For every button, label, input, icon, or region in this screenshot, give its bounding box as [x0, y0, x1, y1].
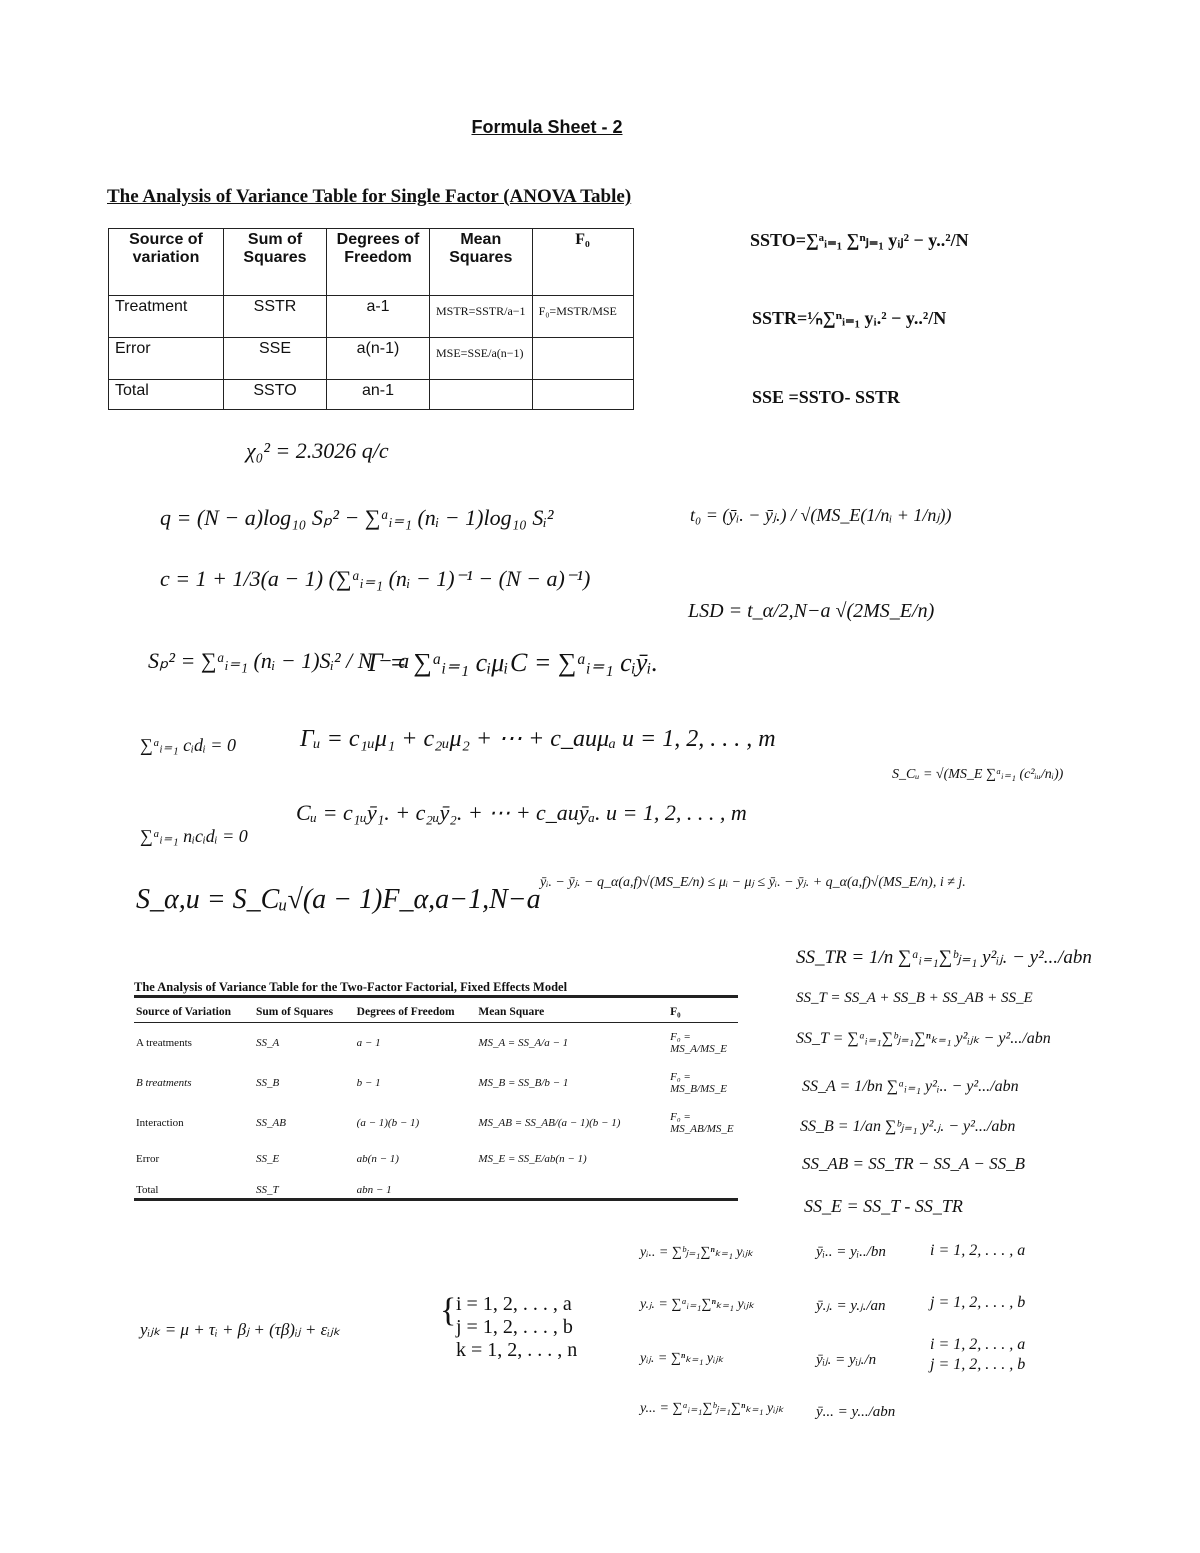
c-contrast-formula: C = ∑ᵃᵢ₌₁ cᵢȳᵢ.: [510, 648, 658, 677]
scheffe-formula: S_α,u = S_Cᵤ√(a − 1)F_α,a−1,N−a: [136, 884, 541, 915]
range-i-means: i = 1, 2, . . . , a: [930, 1242, 1026, 1259]
gamma-formula: Γ = ∑ᵃᵢ₌₁ cᵢμᵢ: [368, 648, 509, 677]
table-cell: SS_E: [256, 1152, 280, 1165]
sst-decomposition: SS_T = SS_A + SS_B + SS_AB + SS_E: [796, 990, 1033, 1006]
anova1-header: Sum of Squares: [224, 229, 327, 296]
ssab-formula: SS_AB = SS_TR − SS_A − SS_B: [802, 1154, 1025, 1173]
table-cell: MSTR=SSTR/a−1: [430, 296, 533, 338]
total-yj: y.ⱼ. = ∑ᵃᵢ₌₁∑ⁿₖ₌₁ yᵢⱼₖ: [640, 1297, 755, 1312]
table-row: [134, 1143, 738, 1174]
tukey-interval: ȳᵢ. − ȳⱼ. − q_α(a,f)√(MS_E/n) ≤ μᵢ − μⱼ ≤ ȳᵢ. − ȳⱼ. + q_α(a,f)√(MS_E/n), i ≠ j.: [540, 875, 966, 890]
mean-yij: ȳᵢⱼ. = yᵢⱼ./n: [816, 1352, 877, 1368]
range-ij-j: j = 1, 2, . . . , b: [930, 1356, 1026, 1373]
table-cell: SS_AB: [256, 1117, 286, 1129]
sst-formula: SS_T = ∑ᵃᵢ₌₁∑ᵇⱼ₌₁∑ⁿₖ₌₁ y²ᵢⱼₖ − y².../abn: [796, 1030, 1051, 1047]
anova2-heading: The Analysis of Variance Table for the Two-Factor Factorial, Fixed Effects Model: [134, 980, 568, 994]
table-cell: SSE: [224, 338, 327, 380]
total-yi: yᵢ.. = ∑ᵇⱼ₌₁∑ⁿₖ₌₁ yᵢⱼₖ: [640, 1245, 754, 1260]
table-cell: SS_B: [256, 1077, 280, 1089]
sp-formula: Sₚ² = ∑ᵃᵢ₌₁ (nᵢ − 1)Sᵢ² / N − a: [148, 648, 410, 673]
table-cell: MS_AB = SS_AB/(a − 1)(b − 1): [478, 1117, 621, 1129]
page-title: Formula Sheet - 2: [471, 117, 623, 137]
table-cell: SS_T: [256, 1183, 279, 1196]
table-cell: MS_A = SS_A/a − 1: [478, 1037, 569, 1049]
anova2-table: [134, 1002, 738, 1205]
table-cell: SSTO: [224, 380, 327, 410]
ssa-formula: SS_A = 1/bn ∑ᵃᵢ₌₁ y²ᵢ.. − y².../abn: [802, 1078, 1019, 1095]
sstr-two-factor: SS_TR = 1/n ∑ᵃᵢ₌₁∑ᵇⱼ₌₁ y²ᵢⱼ. − y².../abn: [796, 947, 1092, 968]
anova1-header: Mean Squares: [430, 229, 533, 296]
table-cell: F₀ = MS_AB/MS_E: [670, 1111, 734, 1135]
ssto-formula: SSTO=∑ᵃᵢ₌₁ ∑ⁿⱼ₌₁ yᵢⱼ² − y..²/N: [750, 230, 969, 250]
table-cell: [430, 380, 533, 410]
table-cell: a-1: [327, 296, 430, 338]
table-cell: MSE=SSE/a(n−1): [430, 338, 533, 380]
range-k: k = 1, 2, . . . , n: [456, 1339, 578, 1361]
anova1-header: Degrees of Freedom: [327, 229, 430, 296]
anova2-header: F₀: [670, 1006, 681, 1018]
table-cell: SS_A: [256, 1037, 280, 1049]
table-row: [134, 1103, 738, 1143]
table-cell: [532, 338, 633, 380]
sse-formula: SSE =SSTO- SSTR: [752, 387, 901, 407]
model-equation: yᵢⱼₖ = μ + τᵢ + βⱼ + (τβ)ᵢⱼ + εᵢⱼₖ: [140, 1320, 341, 1339]
table-row: [134, 1023, 738, 1064]
table-cell: ab(n − 1): [356, 1152, 399, 1165]
anova2-header: Source of Variation: [136, 1006, 231, 1018]
anova1-header: F₀: [532, 229, 633, 296]
table-cell: F₀ = MS_B/MS_E: [670, 1071, 727, 1095]
range-j-means: j = 1, 2, . . . , b: [930, 1294, 1026, 1311]
range-ij-i: i = 1, 2, . . . , a: [930, 1336, 1026, 1353]
anova2-header: Mean Square: [478, 1006, 545, 1018]
table-rule-top: [134, 995, 738, 998]
table-cell: Error: [109, 338, 224, 380]
t0-formula: t₀ = (ȳᵢ. − ȳⱼ.) / √(MS_E(1/nᵢ + 1/nⱼ)): [690, 505, 952, 525]
table-cell: F₀ = MS_A/MS_E: [670, 1031, 727, 1055]
table-rule-bottom: [134, 1198, 738, 1201]
ssb-formula: SS_B = 1/an ∑ᵇⱼ₌₁ y².ⱼ. − y².../abn: [800, 1118, 1016, 1135]
table-cell: b − 1: [356, 1077, 381, 1089]
table-row: [134, 1063, 738, 1103]
sse-two-factor: SS_E = SS_T - SS_TR: [804, 1196, 963, 1216]
anova2-header: Sum of Squares: [256, 1006, 334, 1018]
anova2-header: Degrees of Freedom: [356, 1006, 455, 1018]
anova1-header: Source of variation: [109, 229, 224, 296]
c-formula: c = 1 + 1/3(a − 1) (∑ᵃᵢ₌₁ (nᵢ − 1)⁻¹ − (N − a)⁻¹): [160, 566, 591, 591]
table-cell: Total: [136, 1183, 159, 1196]
table-cell: Error: [136, 1152, 160, 1165]
table-cell: Interaction: [136, 1117, 184, 1129]
table-cell: Treatment: [109, 296, 224, 338]
table-cell: a(n-1): [327, 338, 430, 380]
anova1-table: [108, 228, 634, 410]
range-i: i = 1, 2, . . . , a: [456, 1293, 572, 1315]
table-cell: abn − 1: [356, 1183, 392, 1196]
table-cell: [532, 380, 633, 410]
table-cell: SSTR: [224, 296, 327, 338]
sc-formula: S_Cᵤ = √(MS_E ∑ᵃᵢ₌₁ (c²ᵢᵤ/nᵢ)): [892, 767, 1064, 782]
q-formula: q = (N − a)log₁₀ Sₚ² − ∑ᵃᵢ₌₁ (nᵢ − 1)log₁₀ Sᵢ²: [160, 505, 554, 530]
sstr-formula: SSTR=¹⁄ₙ∑ⁿᵢ₌₁ yᵢ.² − y..²/N: [752, 308, 947, 328]
mean-yi: ȳᵢ.. = yᵢ../bn: [816, 1244, 886, 1260]
lsd-formula: LSD = t_α/2,N−a √(2MS_E/n): [688, 600, 935, 622]
table-cell: A treatments: [136, 1037, 192, 1049]
table-cell: MS_E = SS_E/ab(n − 1): [478, 1152, 587, 1165]
orthogonal-formula: ∑ᵃᵢ₌₁ cᵢdᵢ = 0: [140, 735, 236, 755]
c-u-formula: Cᵤ = c₁ᵤȳ₁. + c₂ᵤȳ₂. + ⋯ + c_auȳₐ. u = 1, 2, . . . , m: [296, 800, 747, 825]
total-y: y... = ∑ᵃᵢ₌₁∑ᵇⱼ₌₁∑ⁿₖ₌₁ yᵢⱼₖ: [640, 1401, 784, 1416]
table-cell: Total: [109, 380, 224, 410]
orthogonal-weighted-formula: ∑ᵃᵢ₌₁ nᵢcᵢdᵢ = 0: [140, 826, 248, 846]
table-cell: [668, 1143, 738, 1174]
table-cell: a − 1: [356, 1037, 381, 1049]
table-cell: (a − 1)(b − 1): [356, 1117, 420, 1129]
mean-yj: ȳ.ⱼ. = y.ⱼ./an: [816, 1298, 886, 1314]
table-cell: MS_B = SS_B/b − 1: [478, 1077, 569, 1089]
anova1-heading: The Analysis of Variance Table for Single Factor (ANOVA Table): [107, 186, 632, 207]
table-cell: B treatments: [136, 1077, 192, 1089]
range-j: j = 1, 2, . . . , b: [456, 1316, 573, 1338]
chi-square-formula: χ₀² = 2.3026 q/c: [246, 438, 389, 463]
gamma-u-formula: Γᵤ = c₁ᵤμ₁ + c₂ᵤμ₂ + ⋯ + c_auμₐ u = 1, 2, . . . , m: [300, 726, 776, 752]
left-brace-icon: {: [440, 1292, 457, 1329]
table-cell: an-1: [327, 380, 430, 410]
total-yij: yᵢⱼ. = ∑ⁿₖ₌₁ yᵢⱼₖ: [640, 1351, 724, 1366]
mean-y: ȳ... = y.../abn: [816, 1404, 896, 1420]
table-cell: F₀=MSTR/MSE: [532, 296, 633, 338]
